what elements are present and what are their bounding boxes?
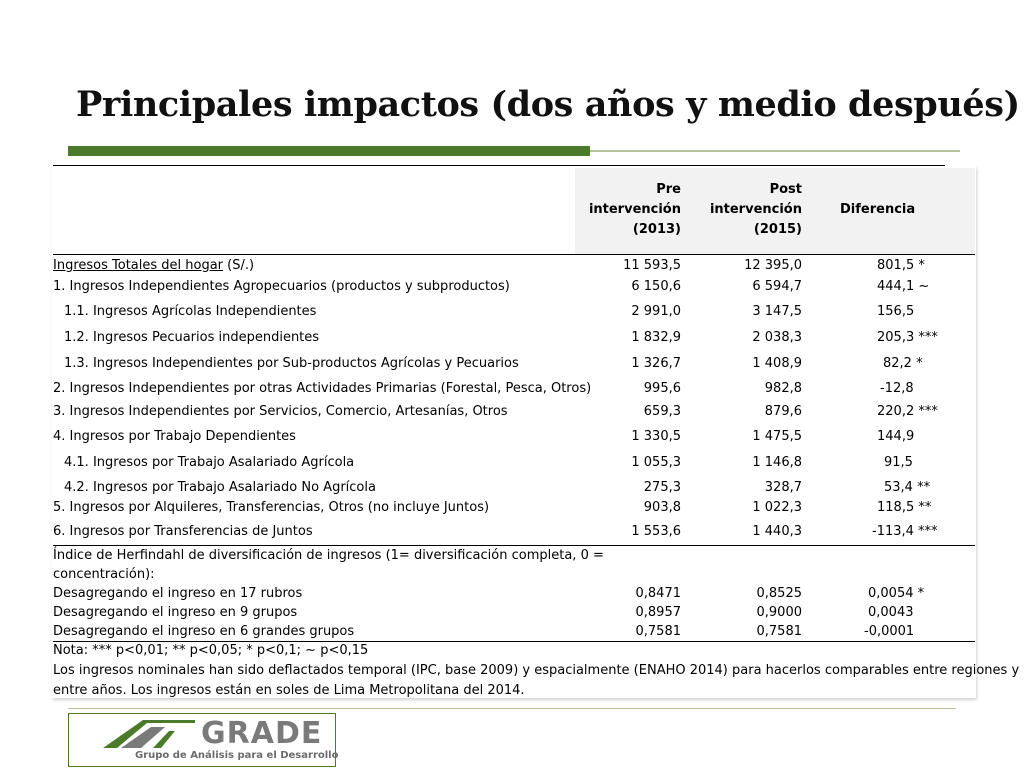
cell-post: 0,8525 [756, 586, 802, 601]
cell-diff: 53,4 ** [884, 480, 931, 495]
cell-post: 328,7 [764, 480, 802, 495]
title-underline-bar [68, 146, 590, 156]
cell-diff: 118,5 ** [877, 500, 932, 515]
cell-diff: 156,5 [877, 304, 915, 319]
cell-post: 0,9000 [756, 605, 802, 620]
cell-diff: 444,1 ~ [877, 279, 930, 294]
row-label: 1. Ingresos Independientes Agropecuarios (productos y subproductos) [53, 279, 510, 294]
cell-post: 12 395,0 [744, 258, 802, 273]
cell-diff: 205,3 *** [877, 330, 938, 345]
deflation-note: Los ingresos nominales han sido deflactados temporal (IPC, base 2009) y espacialmente (ENAHO 2014) para hacerlos comparables entre regiones y [53, 663, 1020, 678]
row-label: 1.2. Ingresos Pecuarios independientes [64, 330, 320, 345]
cell-pre: 6 150,6 [631, 279, 681, 294]
cell-diff: 0,0043 [868, 605, 914, 620]
table-bottom-rule [53, 641, 975, 642]
row-label-link: Ingresos Totales del hogar [53, 258, 224, 273]
significance-note: Nota: *** p<0,01; ** p<0,05; * p<0,1; ~ p<0,15 [53, 643, 369, 658]
row-label: 4. Ingresos por Trabajo Dependientes [53, 429, 296, 444]
cell-pre: 0,8471 [635, 586, 681, 601]
cell-pre: 1 832,9 [631, 330, 681, 345]
cell-pre: 659,3 [643, 404, 681, 419]
row-label: 6. Ingresos por Transferencias de Juntos [53, 524, 313, 539]
cell-pre: 1 553,6 [631, 524, 681, 539]
row-label: 1.1. Ingresos Agrícolas Independientes [64, 304, 317, 319]
cell-post: 1 408,9 [752, 356, 802, 371]
row-label: Desagregando el ingreso en 17 rubros [53, 586, 303, 601]
header-pre: Pre intervención (2013) [588, 182, 681, 237]
grade-logo-subtitle: Grupo de Análisis para el Desarrollo [135, 750, 339, 761]
cell-post: 879,6 [764, 404, 802, 419]
row-label: Desagregando el ingreso en 6 grandes grupos [53, 624, 355, 639]
table-top-rule [53, 165, 945, 166]
title-underline-thin [590, 150, 960, 152]
cell-post: 6 594,7 [752, 279, 802, 294]
cell-post: 1 146,8 [752, 455, 802, 470]
row-label-ingresos-totales: Ingresos Totales del hogar (S/.) [53, 258, 255, 273]
cell-diff: 91,5 [884, 455, 913, 470]
row-label: Desagregando el ingreso en 9 grupos [53, 605, 298, 620]
row-label: 3. Ingresos Independientes por Servicios, Comercio, Artesanías, Otros [53, 404, 508, 419]
section-divider [53, 545, 975, 546]
herfindahl-heading-cont: concentración): [53, 567, 155, 582]
cell-diff: 801,5 * [877, 258, 925, 273]
cell-pre: 275,3 [643, 480, 681, 495]
row-label: 1.3. Ingresos Independientes por Sub-productos Agrícolas y Pecuarios [64, 356, 519, 371]
cell-pre: 2 991,0 [631, 304, 681, 319]
cell-post: 2 038,3 [752, 330, 802, 345]
cell-pre: 1 055,3 [631, 455, 681, 470]
slide-title: Principales impactos (dos años y medio después) [76, 84, 1020, 125]
cell-post: 982,8 [764, 381, 802, 396]
deflation-note-cont: entre años. Los ingresos están en soles de Lima Metropolitana del 2014. [53, 683, 525, 698]
cell-pre: 0,8957 [635, 605, 681, 620]
row-label: 2. Ingresos Independientes por otras Actividades Primarias (Forestal, Pesca, Otros) [53, 381, 592, 396]
cell-pre: 1 330,5 [631, 429, 681, 444]
cell-post: 1 022,3 [752, 500, 802, 515]
cell-post: 0,7581 [756, 624, 802, 639]
cell-diff: 82,2 * [883, 356, 923, 371]
grade-logo [68, 713, 339, 767]
row-label: 5. Ingresos por Alquileres, Transferencias, Otros (no incluye Juntos) [53, 500, 490, 515]
cell-diff: 220,2 *** [877, 404, 938, 419]
row-label: 4.1. Ingresos por Trabajo Asalariado Agrícola [64, 455, 355, 470]
cell-pre: 0,7581 [635, 624, 681, 639]
cell-diff: -12,8 [880, 381, 914, 396]
grade-logo-mark [103, 719, 195, 749]
cell-post: 3 147,5 [752, 304, 802, 319]
cell-pre: 1 326,7 [631, 356, 681, 371]
header-bottom-rule [53, 254, 975, 255]
cell-diff: -0,0001 [864, 624, 915, 639]
header-post: Post intervención (2015) [709, 182, 802, 237]
cell-post: 1 475,5 [752, 429, 802, 444]
cell-post: 1 440,3 [752, 524, 802, 539]
cell-diff: -113,4 *** [872, 524, 938, 539]
herfindahl-heading: Índice de Herfindahl de diversificación de ingresos (1= diversificación completa, 0 = [53, 548, 604, 563]
row-label: 4.2. Ingresos por Trabajo Asalariado No Agrícola [64, 480, 376, 495]
cell-diff: 144,9 [877, 429, 915, 444]
cell-pre: 903,8 [643, 500, 681, 515]
footer-rule [68, 708, 956, 709]
cell-diff: 0,0054 * [868, 586, 925, 601]
header-diferencia: Diferencia [840, 202, 916, 217]
grade-logo-word: GRADE [201, 716, 323, 751]
cell-pre: 995,6 [643, 381, 681, 396]
cell-pre: 11 593,5 [623, 258, 681, 273]
